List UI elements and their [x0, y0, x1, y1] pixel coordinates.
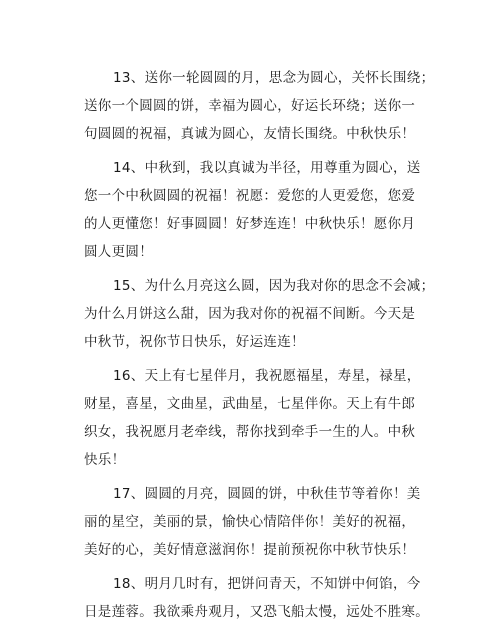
text-line: 快乐！	[84, 452, 126, 468]
text-line: 财星，喜星，文曲星，武曲星，七星伴你。天上有牛郎	[84, 396, 416, 412]
text-line: 中秋节，祝你节日快乐，好运连连！	[84, 334, 305, 350]
text-line: 为什么月饼这么甜，因为我对你的祝福不间断。今天是	[84, 306, 416, 322]
paragraph-17	[84, 480, 424, 564]
text-line: 句圆圆的祝福，真诚为圆心，友情长围绕。中秋快乐！	[84, 126, 416, 142]
text-line: 日是莲蓉。我欲乘舟观月，又恐飞船太慢，远处不胜寒。	[84, 604, 429, 620]
text-line: 16、天上有七星伴月，我祝愿福星，寿星，禄星，	[113, 368, 421, 384]
paragraph-13	[84, 64, 435, 148]
text-line: 的人更懂您！好事圆圆！好梦连连！中秋快乐！愿你月	[84, 216, 416, 232]
text-line: 圆人更圆！	[84, 244, 153, 260]
text-line: 14、中秋到，我以真诚为半径，用尊重为圆心，送	[113, 160, 421, 176]
document-body	[84, 64, 435, 632]
paragraph-16	[84, 362, 424, 474]
paragraph-15	[84, 272, 435, 356]
text-line: 17、圆圆的月亮，圆圆的饼，中秋佳节等着你！美	[113, 486, 421, 502]
text-line: 织女，我祝愿月老牵线，帮你找到牵手一生的人。中秋	[84, 424, 416, 440]
paragraph-14	[84, 154, 424, 266]
text-line: 您一个中秋圆圆的祝福！祝愿：爱您的人更爱您，您爱	[84, 188, 416, 204]
text-line: 美好的心，美好情意滋润你！提前预祝你中秋节快乐！	[84, 542, 416, 558]
paragraph-18	[84, 570, 429, 626]
text-line: 15、为什么月亮这么圆，因为我对你的思念不会减；	[113, 278, 435, 294]
text-line: 13、送你一轮圆圆的月，思念为圆心，关怀长围绕；	[113, 70, 435, 86]
text-line: 18、明月几时有，把饼问青天，不知饼中何馅，今	[113, 576, 421, 592]
text-line: 送你一个圆圆的饼，幸福为圆心，好运长环绕；送你一	[84, 98, 416, 114]
text-line: 丽的星空，美丽的景，愉快心情陪伴你！美好的祝福，	[84, 514, 416, 530]
